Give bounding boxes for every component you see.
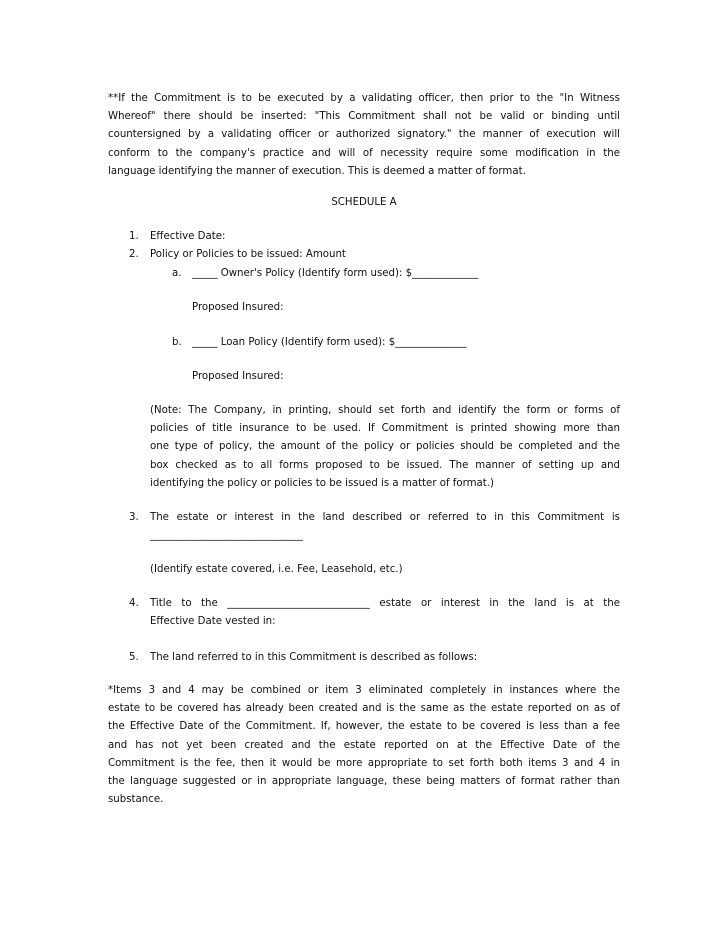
item-number: 2.	[129, 249, 139, 260]
policies-label: Policy or Policies to be issued: Amount	[150, 249, 346, 260]
owners-policy-line: _____ Owner's Policy (Identify form used): $_____________	[192, 268, 479, 279]
note-line: box checked as to all forms proposed to be issued. The manner of setting up and	[150, 459, 620, 471]
footnote-line: substance.	[108, 794, 164, 806]
estate-line: The estate or interest in the land described or referred to in this Commitment is	[150, 512, 620, 523]
estate-interest-item	[150, 509, 620, 545]
item-number: 5.	[129, 652, 139, 663]
note-line: identifying the policy or policies to be issued is a matter of format.)	[150, 477, 495, 489]
schedule-title: SCHEDULE A	[331, 197, 397, 208]
loan-policy-line: _____ Loan Policy (Identify form used): $______________	[192, 337, 467, 348]
intro-line: conform to the company's practice and will of necessity require some modification in the	[108, 147, 620, 159]
footnote-line: the Effective Date of the Commitment. If, however, the estate to be covered is less than a fee	[108, 721, 620, 733]
intro-note	[108, 90, 620, 181]
note-line: one type of policy, the amount of the policy or policies should be completed and the	[150, 441, 620, 453]
item-number: 4.	[129, 598, 139, 609]
items-footnote	[108, 682, 620, 809]
subitem-label: a.	[172, 268, 182, 279]
estate-blank: ______________________________	[150, 530, 303, 542]
proposed-insured-label: Proposed Insured:	[192, 371, 284, 382]
title-line: Effective Date vested in:	[150, 616, 276, 628]
footnote-line: estate to be covered has already been created and is the same as the estate reported on as of	[108, 703, 620, 715]
identify-estate-note: (Identify estate covered, i.e. Fee, Leasehold, etc.)	[150, 564, 403, 575]
land-description-label: The land referred to in this Commitment is described as follows:	[150, 652, 478, 663]
intro-line: countersigned by a validating officer or authorized signatory." the manner of execution will	[108, 129, 620, 141]
intro-line: Whereof" there should be inserted: "This Commitment shall not be valid or binding until	[108, 111, 620, 123]
item-number: 3.	[129, 512, 139, 523]
effective-date-label: Effective Date:	[150, 231, 226, 242]
footnote-line: *Items 3 and 4 may be combined or item 3 eliminated completely in instances where the	[108, 685, 620, 696]
note-line: (Note: The Company, in printing, should set forth and identify the form or forms of	[150, 405, 620, 416]
intro-line: language identifying the manner of execution. This is deemed a matter of format.	[108, 165, 526, 177]
format-note	[150, 402, 620, 493]
item-number: 1.	[129, 231, 139, 242]
footnote-line: Commitment is the fee, then it would be more appropriate to set forth both items 3 and 4 in	[108, 757, 620, 769]
title-vested-item	[150, 595, 620, 631]
proposed-insured-label: Proposed Insured:	[192, 302, 284, 313]
footnote-line: the language suggested or in appropriate language, these being matters of format rather than	[108, 776, 620, 788]
footnote-line: and has not yet been created and the estate reported on at the Effective Date of the	[108, 739, 620, 751]
note-line: policies of title insurance to be used. If Commitment is printed showing more than	[150, 423, 620, 435]
subitem-label: b.	[172, 337, 182, 348]
intro-line: **If the Commitment is to be executed by a validating officer, then prior to the "In Witness	[108, 93, 620, 104]
title-line: Title to the ____________________________ estate or interest in the land is at the	[150, 598, 620, 609]
